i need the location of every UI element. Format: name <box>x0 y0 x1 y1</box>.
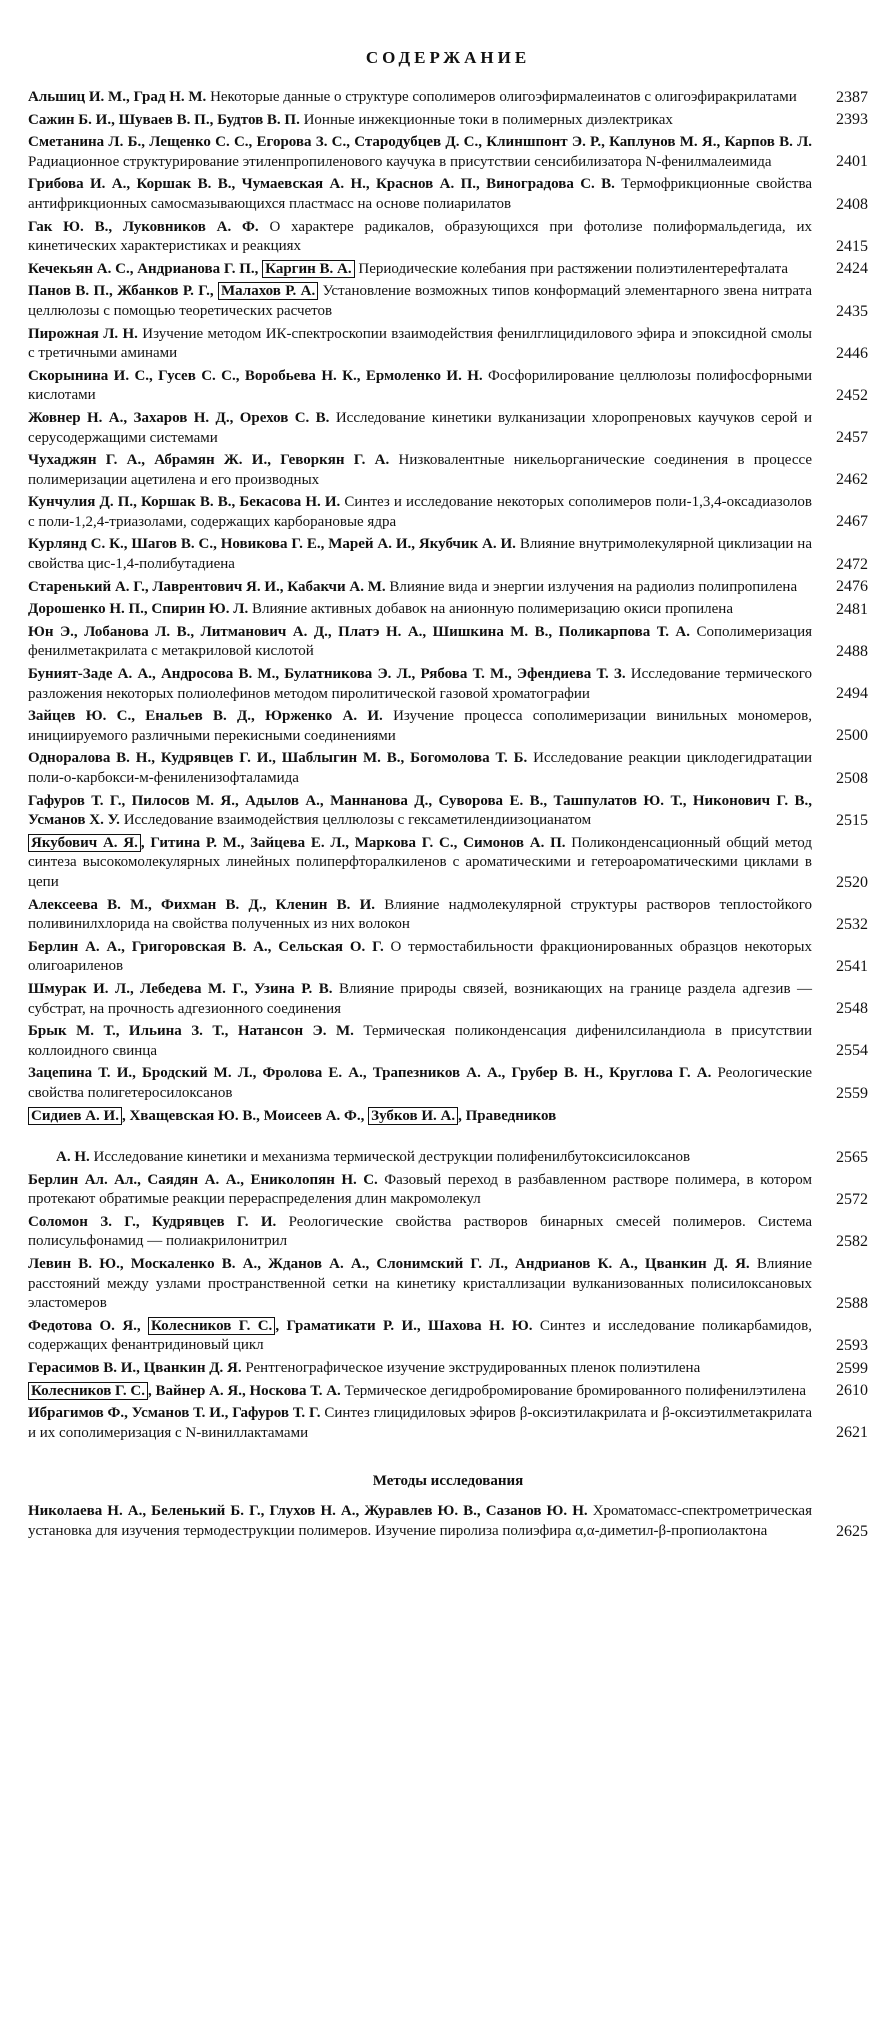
entry-page-number: 2472 <box>836 555 868 573</box>
entry-title: Исследование кинетики вулканизации хлоропреновых каучуков серой и серусодержащими системами <box>28 409 812 446</box>
entry-title: Реологические свойства растворов бинарных смесей полимеров. Система полисульфонамид — полиакрилонитрил <box>28 1213 812 1250</box>
entry-authors: Зацепина Т. И., Бродский М. Л., Фролова Е. А., Трапезников А. А., Грубер В. Н., Круглова Г. А. <box>28 1065 712 1082</box>
entry-page-number: 2565 <box>836 1148 868 1166</box>
entry-page-number: 2520 <box>836 873 868 891</box>
entry-authors: Зайцев Ю. С., Енальев В. Д., Юрженко А. И. <box>28 708 383 725</box>
entry-author-boxed: Каргин В. А. <box>262 260 354 278</box>
entry-authors: Грибова И. А., Коршак В. В., Чумаевская А. Н., Краснов А. П., Виноградова С. В. <box>28 176 615 193</box>
entry-title: Синтез и исследование поликарбамидов, содержащих фенантридиновый цикл <box>28 1317 812 1354</box>
entry-page-number: 2481 <box>836 600 868 618</box>
entry-page-number: 2408 <box>836 195 868 213</box>
entry-title: Изучение процесса сополимеризации винильных мономеров, инициируемого различными перекисными соединениями <box>28 708 812 744</box>
entry-text <box>28 1107 822 1127</box>
entry-authors: Сметанина Л. Б., Лещенко С. С., Егорова З. С., Стародубцев Д. С., Клиншпонт Э. Р., Каплунов М. Я., Карпов В. Л. <box>28 134 812 151</box>
entry-text <box>28 1064 822 1103</box>
entry-text <box>28 896 822 935</box>
entries-list <box>28 1171 868 1444</box>
entry-authors: Чухаджян Г. А., Абрамян Ж. И., Геворкян Г. А. <box>28 452 390 469</box>
entry-page-number: 2467 <box>836 513 868 531</box>
toc-entry <box>28 749 868 788</box>
toc-entry <box>28 282 868 321</box>
entry-page-number: 2494 <box>836 685 868 703</box>
entry-page-number: 2508 <box>836 769 868 787</box>
entry-authors: Шмурак И. Л., Лебедева М. Г., Узина Р. В. <box>28 980 333 997</box>
entry-authors: Дорошенко Н. П., Спирин Ю. Л. <box>28 601 249 618</box>
entry-title: Изучение методом ИК-спектроскопии взаимодействия фенилглицидилового эфира и эпоксидной смолы с третичными аминами <box>28 325 812 362</box>
entries-list <box>28 1502 868 1541</box>
entry-authors: Жовнер Н. А., Захаров Н. Д., Орехов С. В. <box>28 409 330 426</box>
entry-authors: А. Н. <box>56 1149 90 1166</box>
entry-authors: Николаева Н. А., Беленький Б. Г., Глухов Н. А., Журавлев Ю. В., Сазанов Ю. Н. <box>28 1503 588 1520</box>
entry-authors: Герасимов В. И., Цванкин Д. Я. <box>28 1360 242 1377</box>
page-title: СОДЕРЖАНИЕ <box>365 48 531 67</box>
entry-text <box>28 1502 822 1541</box>
entry-page-number: 2582 <box>836 1233 868 1251</box>
entry-text <box>28 1171 822 1210</box>
toc-entry <box>28 133 868 172</box>
toc-entry <box>28 834 868 893</box>
entry-text <box>28 88 822 108</box>
entry-author-boxed: Якубович А. Я. <box>28 834 141 852</box>
entry-page-number: 2532 <box>836 915 868 933</box>
entry-page-number: 2572 <box>836 1190 868 1208</box>
entry-title: Сополимеризация фенилметакрилата с метакриловой кислотой <box>28 623 813 660</box>
toc-entry-split-continued <box>28 1148 868 1168</box>
entry-text <box>28 535 822 574</box>
entry-author-boxed: Зубков И. А. <box>368 1107 458 1125</box>
entry-text <box>28 749 822 788</box>
entry-text <box>28 367 822 406</box>
entry-title: Установление возможных типов конформаций элементарного звена нитрата целлюлозы с помощью теоретических расчетов <box>28 283 813 319</box>
entry-page-number: 2462 <box>836 471 868 489</box>
entry-title: Поликонденсационный общий метод синтеза высокомолекулярных линейных полиперфторалкиленов с ароматическими и гетероароматическими циклами в цепи <box>28 834 812 890</box>
entry-text <box>28 792 822 831</box>
entry-authors: Ибрагимов Ф., Усманов Т. И., Гафуров Т. Г. <box>28 1405 321 1422</box>
entry-title: Фосфорилирование целлюлозы полифосфорными кислотами <box>28 367 812 404</box>
toc-entry <box>28 1213 868 1252</box>
entry-title: Периодические колебания при растяжении полиэтилентерефталата <box>354 260 789 277</box>
entry-page-number: 2476 <box>836 578 868 596</box>
entry-title: Влияние вида и энергии излучения на радиолиз полипропилена <box>385 578 798 595</box>
entry-text <box>28 325 822 364</box>
toc-entry <box>28 367 868 406</box>
entry-title: Синтез глицидиловых эфиров β-оксиэтилакрилата и β-оксиэтилметакрилата и их сополимеризация с N-виниллактамами <box>28 1405 813 1441</box>
entry-page-number: 2621 <box>836 1424 868 1442</box>
entry-text <box>28 1382 822 1402</box>
entry-page-number: 2588 <box>836 1294 868 1312</box>
entry-authors: Соломон З. Г., Кудрявцев Г. И. <box>28 1213 277 1230</box>
entry-page-number: 2599 <box>836 1359 868 1377</box>
entry-title: Влияние расстояний между узлами пространственной сетки на кинетику кристаллизации вулканизованных полисилоксановых эластомеров <box>28 1256 812 1312</box>
entry-author-boxed: Колесников Г. С. <box>28 1382 148 1400</box>
entry-page-number: 2435 <box>836 302 868 320</box>
entry-text <box>28 133 822 172</box>
entry-page-number: 2401 <box>836 153 868 171</box>
entry-authors: , Хващевская Ю. В., Моисеев А. Ф., <box>121 1107 369 1124</box>
entry-authors: Брык М. Т., Ильина З. Т., Натансон Э. М. <box>28 1023 354 1040</box>
toc-entry <box>28 1171 868 1210</box>
toc-entry <box>28 1317 868 1356</box>
entry-page-number: 2559 <box>836 1084 868 1102</box>
entry-text <box>28 623 822 662</box>
entry-title: Фазовый переход в разбавленном растворе полимера, в котором протекают обратимые реакции перераспределения длин макромолекул <box>28 1171 812 1208</box>
toc-entry <box>28 600 868 620</box>
entry-page-number: 2500 <box>836 727 868 745</box>
entry-text <box>28 980 822 1019</box>
entry-text <box>28 1317 822 1356</box>
entry-title: Влияние внутримолекулярной циклизации на свойства цис-1,4-полибутадиена <box>28 536 812 573</box>
entry-text <box>28 578 822 598</box>
entry-text <box>28 707 822 746</box>
entry-title: Ионные инжекционные токи в полимерных диэлектриках <box>299 111 673 128</box>
entry-title: Влияние природы связей, возникающих на границе раздела адгезив — субстрат, на прочность адгезионного соединения <box>28 980 812 1017</box>
entry-title: Исследование взаимодействия целлюлозы с гексаметилендиизоцианатом <box>119 812 592 829</box>
toc-entry <box>28 1359 868 1379</box>
entry-text <box>28 218 822 257</box>
toc-entry <box>28 665 868 704</box>
toc-entry <box>28 493 868 532</box>
entry-page-number: 2446 <box>836 344 868 362</box>
entry-page-number: 2452 <box>836 386 868 404</box>
toc-entry <box>28 218 868 257</box>
entry-authors: Скорынина И. С., Гусев С. С., Воробьева Н. К., Ермоленко И. Н. <box>28 367 483 384</box>
entry-page-number: 2554 <box>836 1042 868 1060</box>
entry-page-number: 2610 <box>836 1382 868 1400</box>
entry-title: Низковалентные никельорганические соединения в процессе полимеризации ацетилена и его производных <box>28 452 812 488</box>
entry-text <box>28 1359 822 1379</box>
entry-text <box>28 834 822 893</box>
entry-title: Термическая поликонденсация дифенилсиландиола в присутствии коллоидного свинца <box>28 1023 813 1059</box>
toc-entry-split <box>28 1107 868 1127</box>
entry-page-number: 2541 <box>836 957 868 975</box>
entry-authors: Одноралова В. Н., Кудрявцев Г. И., Шаблыгин М. В., Богомолова Т. Б. <box>28 750 528 767</box>
entry-authors: , Граматикати Р. И., Шахова Н. Ю. <box>275 1317 533 1334</box>
entry-authors: Берлин А. А., Григоровская В. А., Сельская О. Г. <box>28 938 384 955</box>
entry-title: Радиационное структурирование этиленпропиленового каучука в присутствии сенсибилизатора N-фенилмалеимида <box>28 153 772 170</box>
section-title: Методы исследования <box>372 1473 524 1490</box>
entry-authors: Берлин Ал. Ал., Саядян А. А., Ениколопян Н. С. <box>28 1171 378 1188</box>
toc-entry <box>28 88 868 108</box>
toc-entry <box>28 896 868 935</box>
toc-entry <box>28 325 868 364</box>
entries-list <box>28 88 868 1104</box>
entry-text <box>28 409 822 448</box>
toc-entry <box>28 111 868 131</box>
toc-entry <box>28 1382 868 1402</box>
toc-entry <box>28 578 868 598</box>
entry-page-number: 2593 <box>836 1337 868 1355</box>
toc-entry <box>28 260 868 280</box>
entry-authors: Альшиц И. М., Град Н. М. <box>28 89 207 105</box>
entry-authors: Панов В. П., Жбанков Р. Г., <box>28 283 218 300</box>
entry-page-number: 2387 <box>836 88 868 106</box>
entry-text <box>28 282 822 321</box>
toc-entry <box>28 175 868 214</box>
entry-authors: Левин В. Ю., Москаленко В. А., Жданов А. А., Слонимский Г. Л., Андрианов К. А., Цванкин Д. Я. <box>28 1256 750 1273</box>
entry-text <box>28 175 822 214</box>
entry-page-number <box>822 1125 868 1126</box>
entry-title: Некоторые данные о структуре сополимеров олигоэфирмалеинатов с олигоэфиракрилатами <box>206 89 797 105</box>
toc-entry <box>28 1255 868 1314</box>
toc-entry <box>28 535 868 574</box>
entry-text <box>28 260 822 280</box>
entry-title: О характере радикалов, образующихся при фотолизе полиформальдегида, их кинетических характеристиках и реакциях <box>28 218 812 255</box>
entry-authors: Буният-Заде А. А., Андросова В. М., Булатникова Э. Л., Рябова Т. М., Эфендиева Т. З. <box>28 666 626 683</box>
entry-text <box>28 1404 822 1443</box>
entry-title: Влияние надмолекулярной структуры растворов теплостойкого поливинилхлорида на свойства полученных из них волокон <box>28 896 812 933</box>
entry-text <box>28 1255 822 1314</box>
toc-entry <box>28 1404 868 1443</box>
entry-title: Синтез и исследование некоторых сополимеров поли-1,3,4-оксадиазолов с поли-1,2,4-триазолами, содержащих карборановые ядра <box>28 494 813 530</box>
entry-text <box>28 1213 822 1252</box>
toc-entry <box>28 1064 868 1103</box>
entry-text <box>28 665 822 704</box>
entry-authors: Старенький А. Г., Лаврентович Я. И., Кабакчи А. М. <box>28 578 386 595</box>
entry-title: Влияние активных добавок на анионную полимеризацию окиси пропилена <box>248 601 733 618</box>
entry-authors: Кунчулия Д. П., Коршак В. В., Бекасова Н. И. <box>28 494 341 511</box>
entry-text <box>56 1148 822 1168</box>
entry-page-number: 2424 <box>836 260 868 278</box>
entry-title: О термостабильности фракционированных образцов некоторых олигоариленов <box>28 938 812 975</box>
entry-title: Исследование термического разложения некоторых полиолефинов методом пиролитической газовой хроматографии <box>28 666 812 702</box>
table-of-contents <box>28 40 868 1545</box>
entry-text <box>28 451 822 490</box>
entry-page-number: 2488 <box>836 643 868 661</box>
entry-page-number: 2548 <box>836 1000 868 1018</box>
toc-entry <box>28 623 868 662</box>
entry-page-number: 2415 <box>836 237 868 255</box>
toc-entry <box>28 707 868 746</box>
entry-authors: Юн Э., Лобанова Л. В., Литманович А. Д., Платэ Н. А., Шишкина М. В., Поликарпова Т. А. <box>28 623 690 640</box>
entry-authors: Сажин Б. И., Шуваев В. П., Будтов В. П. <box>28 111 300 128</box>
toc-entry <box>28 1502 868 1541</box>
entry-authors: , Вайнер А. Я., Носкова Т. А. <box>148 1382 341 1399</box>
toc-entry <box>28 451 868 490</box>
toc-entry <box>28 409 868 448</box>
entry-text <box>28 111 822 131</box>
entry-authors: , Гитина Р. М., Зайцева Е. Л., Маркова Г. С., Симонов А. П. <box>140 834 566 851</box>
entry-authors: Федотова О. Я., <box>28 1317 149 1334</box>
entry-authors: , Праведников <box>458 1107 557 1124</box>
entry-authors: Гафуров Т. Г., Пилосов М. Я., Адылов А., Маннанова Д., Суворова Е. В., Ташпулатов Ю. Т., Никонович Г. В., Усманов Х. У. <box>28 792 812 829</box>
entry-page-number: 2515 <box>836 811 868 829</box>
entry-title: Исследование кинетики и механизма термической деструкции полифенилбутоксисилоксанов <box>89 1149 691 1166</box>
entry-authors: Кечекьян А. С., Андрианова Г. П., <box>28 260 263 277</box>
entry-page-number: 2625 <box>836 1522 868 1540</box>
entry-author-boxed: Сидиев А. И. <box>28 1107 122 1125</box>
toc-entry <box>28 938 868 977</box>
entry-text <box>28 938 822 977</box>
entry-authors: Алексеева В. М., Фихман В. Д., Кленин В. И. <box>28 896 376 913</box>
toc-entry <box>28 1022 868 1061</box>
toc-entry <box>28 980 868 1019</box>
entry-title: Термофрикционные свойства антифрикционных самосмазывающихся пластмасс на основе полиарилатов <box>28 176 812 212</box>
entry-authors: Курлянд С. К., Шагов В. С., Новикова Г. Е., Марей А. И., Якубчик А. И. <box>28 536 516 553</box>
entry-page-number: 2393 <box>836 111 868 129</box>
entry-authors: Гак Ю. В., Луковников А. Ф. <box>28 218 259 235</box>
entry-title: Рентгенографическое изучение экструдированных пленок полиэтилена <box>241 1360 701 1377</box>
entry-title: Хроматомасс-спектрометрическая установка для изучения термодеструкции полимеров. Изучение пиролиза полиэфира α,α-диметил-β-пропиолактона <box>28 1503 812 1539</box>
entry-authors: Пирожная Л. Н. <box>28 325 138 342</box>
toc-entry <box>28 792 868 831</box>
entry-text <box>28 600 822 620</box>
entry-author-boxed: Колесников Г. С. <box>148 1317 275 1335</box>
entry-text <box>28 1022 822 1061</box>
entry-title: Термическое дегидробромирование бромированного полифенилэтилена <box>340 1382 807 1399</box>
entry-author-boxed: Малахов Р. А. <box>218 282 318 300</box>
entry-text <box>28 493 822 532</box>
entry-title: Исследование реакции циклодегидратации поли-о-карбокси-м-фениленизофталамида <box>28 750 812 786</box>
entry-title: Реологические свойства полигетеросилоксанов <box>28 1065 812 1101</box>
entry-page-number: 2457 <box>836 429 868 447</box>
